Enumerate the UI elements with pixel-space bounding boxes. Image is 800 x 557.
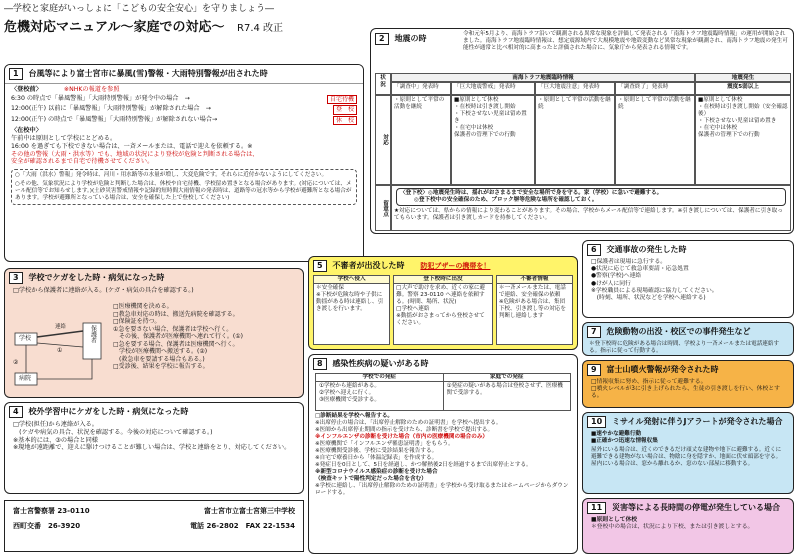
diagram-n2: ② <box>13 359 19 366</box>
section-infection: 8 感染性疾病の疑いがある時 学校での発症 ①学校から連絡がある。 ②学校へ迎えに行く。 ③医療機関で受診する。 家庭での発症 ①発症の疑いがある場合は登校させず、医療機関で受診する。 □診断結果を学校へ報告する。 ※出席停止の場合は、「出席停止解除のための証明書」を学校へ提出する。 ※医師から出席停止期間の指示を受けたら、診断書を学校で提出する。 ※インフルエンザの診断を受けた場合（市内の医療機関の場合のみ） ※医療機関で「インフルエンザ罹患証明書」をもらう。 ※医療機関受診後、学校に受診結果を報告する。 ※自宅で療養日から「体温記録表」を作成する。 ※発症日を0日として、5日を経過し、かつ解熱後2日を経過するまで出席停止とする。 ※新型コロナウイルス感染症の診断を受けた場合 （検査キットで陽性判定だった場合を含む） ※学校に連絡し、「出席停止解除のための証明書」を学校から受け取るまたはホームページからダウンロードする。 <box>308 354 578 554</box>
section-number: 10 <box>587 416 606 428</box>
alert-row: 6:30 の時点で「暴風警報」「大雨特別警報」が発令中の場合 → 自宅待機 <box>11 95 357 105</box>
diagram-n1: ① <box>57 347 63 354</box>
section-injury-trip: 4 校外学習中にケガをした時・病気になった時 □学校(担任)から連絡が入る。 (ケガや病気の具合、状況を確認する。今後の対応について確認する。) ※基本的には、③の場合と同様 ※現地が遠距離で、迎えに駆けつけることが難しい場合は、学校と連絡をとり、対応してください。 <box>4 402 304 494</box>
col-head: 震度5弱以上 <box>695 82 791 95</box>
in-school-line: 16:00 を過ぎても下校できない場合は、一斉メールまたは、電話で迎えを依頼する。※ <box>11 142 253 150</box>
section-title: 交通事故の発生した時 <box>606 245 687 254</box>
col-body: ①学校から連絡がある。 ②学校へ迎えに行く。 ③医療機関で受診する。 <box>319 382 380 403</box>
section-suspicious <box>308 256 578 350</box>
section-title: 災害等による長時間の停電が発生している場合 <box>612 503 781 512</box>
section-title: 学校でケガをした時・病気になった時 <box>28 273 165 282</box>
col-body: □大声で助けを求め、近くの家に避難。警察 23-0110 へ連絡を依頼する。(時間、場所、状況) □学校へ連絡 ※動揺がおさまってから登校させてください。 <box>396 284 486 326</box>
col-head: 「巨大地震注意」発表時 <box>535 82 615 95</box>
nhk-note: ※NHKの報道を参照 <box>63 86 120 93</box>
section-title: 校外学習中にケガをした時・病気になった時 <box>28 407 189 416</box>
in-school-line: その他の警報（大雨・洪水等）でも、地域の状況により登校が危険と判断される場合は、 <box>11 150 259 158</box>
section-blackout: 11 災害等による長時間の停電が発生している場合 ■原則として休校 ＊登校中の場合は、状況により下校、または引き渡しとする。 <box>582 498 794 554</box>
section-title: 不審者が出没した時 <box>332 261 405 270</box>
section-number: 4 <box>9 406 23 418</box>
koban-contact: 西町交番 26-3920 <box>13 521 81 530</box>
section-number: 2 <box>375 33 389 45</box>
col-body: ■原則として休校 ・在校時は引き渡し開始（安全確認後） ・下校させない児童は留め置き ・在宅中は休校 保護者の管理下での行動 <box>695 95 791 185</box>
col-body: ①発症の疑いがある場合は登校させず、医療機関で受診する。 <box>446 382 563 396</box>
header-slogan: ―学校と家庭がいっしょに「こどもの安全安心」を守りましょう― <box>4 4 275 14</box>
section-title: 感染性疾病の疑いがある時 <box>332 359 429 368</box>
school-phone: 電話 26-2802 FAX 22-1534 <box>190 521 295 530</box>
col-head: 学校での発症 <box>316 374 443 382</box>
section-number: 1 <box>9 68 23 80</box>
section-number: 11 <box>587 502 606 514</box>
police-contact: 富士宮警察署 23-0110 <box>13 507 90 515</box>
typhoon-notes: ○「大雨（洪水）警報」発令時は、河川・用水路等の水量が増し、大変危険です。それらに近付かないようにしてください。 ○その他、気象状況により学校が危険と判断した場合は、休校や自宅待機、学校留め置きとなる場合があります。(対応については、メール配信等でお知らせします。)(土砂災害警戒情報や記録的短時間大雨情報の発表時は、道路等の冠水等から学校が避難所となる場合があります。学校が避難所となっている場合は、安全を確保した上で登校してください) <box>11 169 357 205</box>
col-head: 登下校時に出没 <box>394 276 492 284</box>
section-earthquake <box>370 28 794 234</box>
injury-sub: □学校から保護者に連絡が入る。(ケガ・病気の具合を確認する。) <box>13 287 194 294</box>
col-head: 「調査中」発表時 <box>391 82 451 95</box>
col-body: ＊安全確保 ※下校が危険な時や子供に動揺がある時は連絡し、引き渡しを行います。 <box>316 284 384 312</box>
before-school-label: 〈登校前〉 <box>11 86 42 93</box>
col-body: ■原則として休校 ・在校時は引き渡し開始 ・下校させない児童は留め置き ・在宅中は休校 保護者の管理下での行動 <box>451 95 535 185</box>
col-body: ・原則として平常の活動を継続 <box>535 95 615 185</box>
injury-diagram <box>11 303 111 395</box>
in-school-line: 安全が確認されるまで自宅で待機させてください。 <box>11 158 154 166</box>
col-head: 学校へ侵入 <box>314 276 389 284</box>
section-number: 5 <box>313 260 327 272</box>
section-title: ミサイル発射に伴うJアラートが発令された場合 <box>612 417 783 426</box>
buzzer-note: 防犯ブザーの携帯を！ <box>420 262 491 270</box>
col-head: 「巨大地震警戒」発表時 <box>451 82 535 95</box>
commute-notes: 〈登下校〉◎地震発生時は、揺れがおさまるまで安全な場所で身を守る。家（学校）に急いで避難する。 ◎登下校中の安全確保のため、ブロック塀等危険な場所を確認しておく。 ★対応については、県からの情報により変わることがあります。その場合、学校からメール配信等で連絡します。※引き渡しについては、保護者に引き取ってもらいます。保護者は引き渡しカードを持参してください。 <box>391 185 791 231</box>
occur-header: 地震発生 <box>695 73 791 82</box>
title-text: 危機対応マニュアル～家庭での対応～ <box>4 20 225 35</box>
section-number: 3 <box>9 272 23 284</box>
section-danger: 7 危険動物の出没・校区での事件発生など ＊登下校時に危険がある場合は時間、学校より一斉メールまたは電話連絡する。指示に従って行動する。 <box>582 322 794 356</box>
section-number: 9 <box>587 364 601 376</box>
in-school-label: 〈在校中〉 <box>11 127 42 135</box>
section-number: 8 <box>313 358 327 370</box>
row-label: 対応 <box>375 95 391 185</box>
section-title: 危険動物の出没・校区での事件発生など <box>606 327 751 336</box>
section-volcano: 9 富士山噴火警報が発令された時 □情報収集に努め、指示に従って避難する。 □噴火レベルが3に引き上げられたら、生徒の引き渡しを行い、休校とする。 <box>582 360 794 408</box>
col-body: ・原則として平常の活動を継続 <box>391 95 451 185</box>
col-head: 家庭での発症 <box>444 374 571 382</box>
earthquake-footnote: ★対応については、県からの情報により変わることがあります。その場合、学校からメール配信等で連絡します。※引き渡しについては、保護者に引き取ってもらいます。保護者は引き渡しカードを持参してください。 <box>394 207 783 221</box>
earthquake-intro: 令和元年5月より、南海トラフ沿いで観測される異常な現象を評価して発表される「南海トラフ地震臨時情報」の運用が開始されました。南海トラフ地震臨時情報は、想定震源域内で大規模地震や地殻変動など異常な現象が観測され、南海トラフ地震の発生可能性が通常と比べ相対的に高まったと評価された場合に、気象庁から発表される情報です。 <box>463 31 788 51</box>
group-header: 南海トラフ地震臨時情報 <box>391 73 695 82</box>
section-number: 7 <box>587 326 601 338</box>
section-number: 6 <box>587 244 601 256</box>
section-injury-school <box>4 268 304 398</box>
col-head: 「調査終了」発表時 <box>615 82 695 95</box>
diagram-contact: 連絡 <box>55 324 67 330</box>
row-label: 状況 <box>375 73 391 95</box>
page-title <box>4 20 283 36</box>
injury-steps: □医療機関を決める。 □教急車対応の時は、搬送先病院を確認する。 □保険証を持つ。 ①急を要さない場合、保護者は学校へ行く。 その後、保護者が医療機関へ連れて行く。(①) □急を要する場合、保護者は医療機関へ行く。 学校が医療機関へ搬送する。(②) (救急車を要請する場合もある。) □受診後、結果を学校に報告する。 <box>113 303 243 370</box>
section-title: 地震の時 <box>394 34 427 43</box>
section-title: 富士山噴火警報が発令された時 <box>606 365 719 374</box>
col-head: 不審者情報 <box>497 276 572 284</box>
school-name: 富士宮市立富士宮第三中学校 <box>204 507 295 515</box>
revision-label: R7.4 改正 <box>237 23 284 34</box>
section-typhoon <box>4 64 364 262</box>
diagram-hospital: 病院 <box>19 375 32 382</box>
alert-row: 12:00(正午) の時点で「暴風警報」「大雨特別警報」が解除されない場合→ 休 校 <box>11 116 357 126</box>
section-missile: 10 ミサイル発射に伴うJアラートが発令された場合 ■速やかな避難行動 ■正確かつ迅速な情報収集 屋外にいる場合は、近くのできるだけ頑丈な建物や地下に避難する。近くに避難できる建物がない場合は、物陰に身を隠すか、地面に伏せ頭部を守る。屋内にいる場合は、窓から離れるか、窓のない部屋に移動する。 <box>582 412 794 494</box>
section-typhoon-header <box>5 65 363 84</box>
col-body: ＊一斉メールまたは、電話で連絡、安全確保の依頼 ※危険がある場合は、集団下校、引き渡し等の対応を判断し連絡します <box>498 284 566 319</box>
row-label: 留意点 <box>375 185 391 231</box>
col-body: ・原則として平常の活動を継続 <box>615 95 695 185</box>
footer <box>4 500 304 552</box>
section-traffic: 6 交通事故の発生した時 □保護者は現場に急行する。 ●状況に応じて救急車要請・応急処置 ●警察(学校)へ連絡 ●けが人に同行 ※学校職員による現場確認に協力してください。 (時刻、場所、状況などを学校へ連絡する) <box>582 240 794 318</box>
alert-row: 12:00(正午) 以前に「暴風警報」「大雨特別警報」が解除された場合 → 登 校 <box>11 105 357 115</box>
section-title: 台風等により富士宮市に暴風(雪)警報・大雨特別警報が出された時 <box>28 69 268 78</box>
diagram-guardian: 保護者 <box>89 325 97 343</box>
diagram-school: 学校 <box>19 335 32 342</box>
in-school-line: 午前中は原則として学校にとどめる。 <box>11 135 117 142</box>
